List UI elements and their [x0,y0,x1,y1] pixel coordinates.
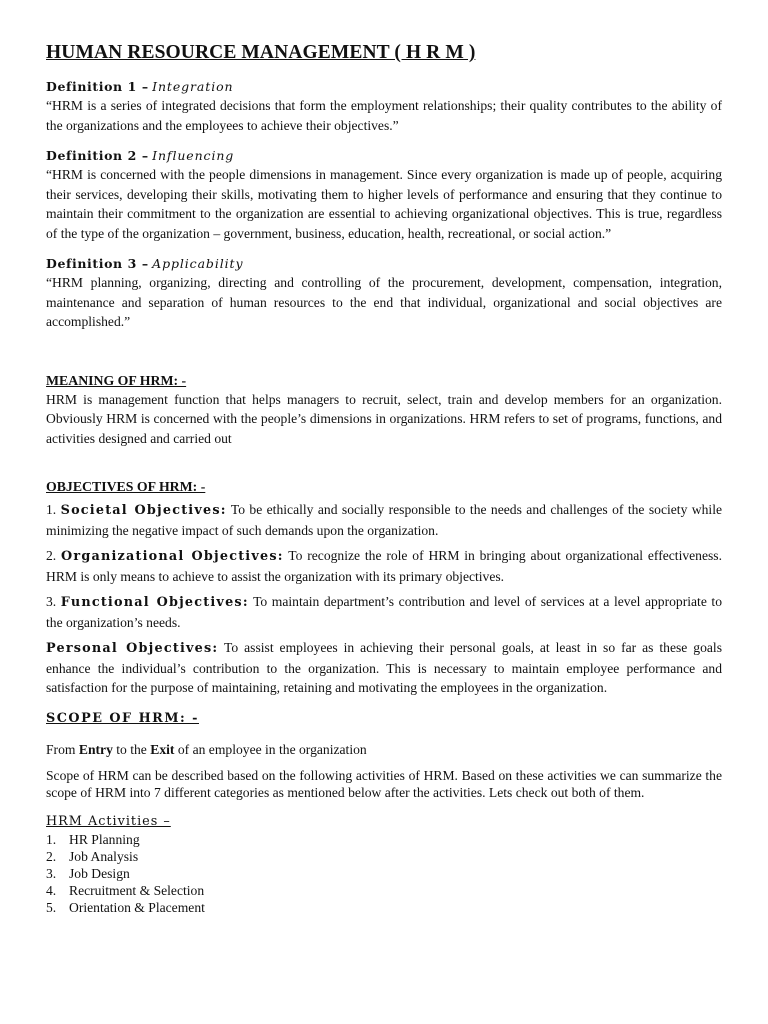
definition-text: “HRM is a series of integrated decisions that form the employment relationships; their quality contributes to the ability of the organizations and the employees to achieve their objectives.” [46,98,722,133]
objective-item [46,592,722,632]
objective-item [46,638,722,698]
definition-text: “HRM is concerned with the people dimensions in management. Since every organization is made up of people, acquiring their services, developing their skills, motivating them to higher levels of performance and ensuring that they continue to maintain their commitment to the organization are essential to achieving organizational objectives. This is true, regardless of the type of the organization – government, business, education, health, recreational, or social action.” [46,167,722,241]
definition-subtitle: Applicability [152,256,244,271]
list-item-label: Job Design [69,866,130,881]
objective-text: To be ethically and socially responsible to the needs and challenges of the society while minimizing the negative impact of such demands upon the organization. [46,502,722,538]
activities-list [46,831,722,916]
objective-text: To assist employees in achieving their personal goals, at least in so far as these goals enhance the individual’s contribution to the organization. This is necessary to maintain employee performance and satisfaction for the purpose of maintaining, retaining and motivating the employees in the organization. [46,640,722,695]
document-page [46,42,722,916]
list-item-number: 5. [46,900,57,915]
scope-line-post: of an employee in the organization [177,741,367,757]
definition-block [46,147,722,243]
objective-number: 2. [46,548,57,563]
scope-section [46,710,722,802]
objective-label: Organizational Objectives: [61,549,284,564]
definition-block [46,255,722,332]
meaning-section [46,372,722,449]
scope-entry-exit-line [46,740,722,760]
scope-line-mid: to the [116,741,147,757]
list-item [46,899,722,916]
objective-label: Personal Objectives: [46,641,219,656]
objective-label: Functional Objectives: [60,595,249,610]
list-item [46,882,722,899]
list-item-label: Job Analysis [69,849,139,864]
scope-exit: Exit [150,741,175,757]
scope-paragraph: Scope of HRM can be described based on the following activities of HRM. Based on these activities we can summarize the scope of HRM into 7 different categories as mentioned below after the activities. Lets check out both of them. [46,768,722,800]
scope-entry: Entry [78,741,113,757]
definition-label: Definition 2 – [46,148,149,163]
definition-heading [46,78,722,96]
list-item-number: 4. [46,883,57,898]
list-item-label: Orientation & Placement [69,900,205,915]
definition-subtitle: Influencing [152,148,235,163]
section-heading: OBJECTIVES OF HRM: - [46,479,206,494]
page-title: HUMAN RESOURCE MANAGEMENT ( H R M ) [46,42,476,63]
list-item [46,831,722,848]
definition-text: “HRM planning, organizing, directing and controlling of the procurement, development, compensation, integration, maintenance and separation of human resources to the end that individual, organizational and social objectives are accomplished.” [46,275,722,329]
objective-text: To maintain department’s contribution and level of services at a level appropriate to the organization’s needs. [46,594,722,630]
definition-block [46,78,722,135]
list-item [46,865,722,882]
objective-item [46,546,722,586]
definition-label: Definition 3 – [46,256,149,271]
meaning-text: HRM is management function that helps managers to recruit, select, train and develop members for an organization. Obviously HRM is concerned with the people’s dimensions in organizations. HRM refers to set of programs, functions, and activities designed and carried out [46,391,722,446]
objective-item [46,500,722,540]
objective-number: 1. [46,502,57,517]
scope-line-pre: From [46,741,76,757]
list-item-label: Recruitment & Selection [69,883,205,898]
list-item [46,848,722,865]
definition-label: Definition 1 – [46,79,149,94]
section-heading: MEANING OF HRM: - [46,372,187,388]
list-item-number: 3. [46,866,57,881]
list-item-label: HR Planning [69,832,140,847]
activities-section [46,813,722,916]
definition-heading [46,255,722,273]
objective-number: 3. [46,594,57,609]
objective-label: Societal Objectives: [60,503,227,518]
definition-heading [46,147,722,165]
objectives-section [46,478,722,698]
objective-text: To recognize the role of HRM in bringing about organizational effectiveness. HRM is only means to achieve to assist the organization with its primary objectives. [46,548,722,584]
section-heading: HRM Activities – [46,814,171,829]
list-item-number: 2. [46,849,57,864]
section-heading: SCOPE OF HRM: - [46,710,199,726]
list-item-number: 1. [46,832,57,847]
definition-subtitle: Integration [152,79,234,94]
